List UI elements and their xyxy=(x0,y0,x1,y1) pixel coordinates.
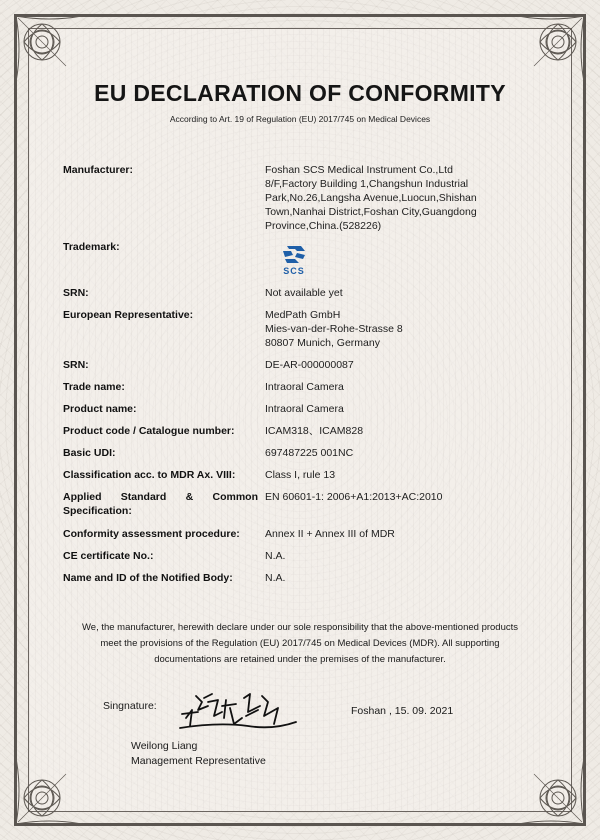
signature-label: Singnature: xyxy=(103,700,157,712)
declaration-statement xyxy=(62,620,538,668)
trade-name-value: Intraoral Camera xyxy=(265,381,344,393)
manufacturer-line: 8/F,Factory Building 1,Changshun Industrial xyxy=(265,178,469,190)
srn-value: Not available yet xyxy=(265,287,343,299)
statement-line: documentations are retained under the premises of the manufacturer. xyxy=(154,654,446,665)
applied-standard-label-line: Specification: xyxy=(63,505,132,517)
eu-representative-value xyxy=(265,308,505,350)
scs-logo-icon xyxy=(277,243,311,279)
basic-udi-value: 697487225 001NC xyxy=(265,447,354,459)
statement-line: We, the manufacturer, herewith declare under our sole responsibility that the above-mentioned products xyxy=(81,622,519,633)
classification-value: Class I, rule 13 xyxy=(265,469,336,481)
signer-title: Management Representative xyxy=(131,755,266,767)
corner-ornament-icon xyxy=(514,754,588,828)
manufacturer-line: Foshan SCS Medical Instrument Co.,Ltd xyxy=(265,164,453,176)
corner-ornament-icon xyxy=(12,12,86,86)
document-title: EU DECLARATION OF CONFORMITY xyxy=(94,80,506,106)
manufacturer-line: Province,China.(528226) xyxy=(265,220,382,232)
notified-body-value: N.A. xyxy=(265,572,286,584)
manufacturer-line: Town,Nanhai District,Foshan City,Guangdong xyxy=(265,206,477,218)
trade-name-label: Trade name: xyxy=(63,381,125,393)
place-and-date: Foshan , 15. 09. 2021 xyxy=(351,705,454,717)
eu-representative-label: European Representative: xyxy=(63,309,194,321)
classification-label: Classification acc. to MDR Ax. VIII: xyxy=(63,469,236,481)
applied-standard-value: EN 60601-1: 2006+A1:2013+AC:2010 xyxy=(265,491,443,503)
eu-rep-line: Mies-van-der-Rohe-Strasse 8 xyxy=(265,323,403,335)
ce-certificate-label: CE certificate No.: xyxy=(63,550,154,562)
eu-rep-line: 80807 Munich, Germany xyxy=(265,337,380,349)
statement-line: meet the provisions of the Regulation (EU) 2017/745 on Medical Devices (MDR). All supporting xyxy=(100,638,500,649)
product-code-label: Product code / Catalogue number: xyxy=(63,425,235,437)
handwritten-signature xyxy=(178,688,298,734)
corner-ornament-icon xyxy=(514,12,588,86)
eu-rep-line: MedPath GmbH xyxy=(265,309,341,321)
product-name-label: Product name: xyxy=(63,403,137,415)
conformity-procedure-value: Annex II + Annex III of MDR xyxy=(265,528,395,540)
conformity-procedure-label: Conformity assessment procedure: xyxy=(63,528,240,540)
applied-standard-label-line: Applied Standard & Common xyxy=(63,491,258,503)
eu-rep-srn-label: SRN: xyxy=(63,359,89,371)
product-name-value: Intraoral Camera xyxy=(265,403,344,415)
inner-border xyxy=(28,28,572,812)
manufacturer-value xyxy=(265,163,505,233)
eu-rep-srn-value: DE-AR-000000087 xyxy=(265,359,354,371)
notified-body-label: Name and ID of the Notified Body: xyxy=(63,572,233,584)
signer-block xyxy=(131,739,266,769)
logo-text: SCS xyxy=(283,266,305,276)
trademark-label: Trademark: xyxy=(63,241,120,253)
product-code-value: ICAM318、ICAM828 xyxy=(265,425,364,437)
applied-standard-label xyxy=(63,490,258,518)
srn-label: SRN: xyxy=(63,287,89,299)
manufacturer-label: Manufacturer: xyxy=(63,164,134,176)
signer-name: Weilong Liang xyxy=(131,740,198,752)
basic-udi-label: Basic UDI: xyxy=(63,447,116,459)
ce-certificate-value: N.A. xyxy=(265,550,286,562)
manufacturer-line: Park,No.26,Langsha Avenue,Luocun,Shishan xyxy=(265,192,477,204)
corner-ornament-icon xyxy=(12,754,86,828)
document-subtitle: According to Art. 19 of Regulation (EU) 2017/745 on Medical Devices xyxy=(169,114,431,124)
